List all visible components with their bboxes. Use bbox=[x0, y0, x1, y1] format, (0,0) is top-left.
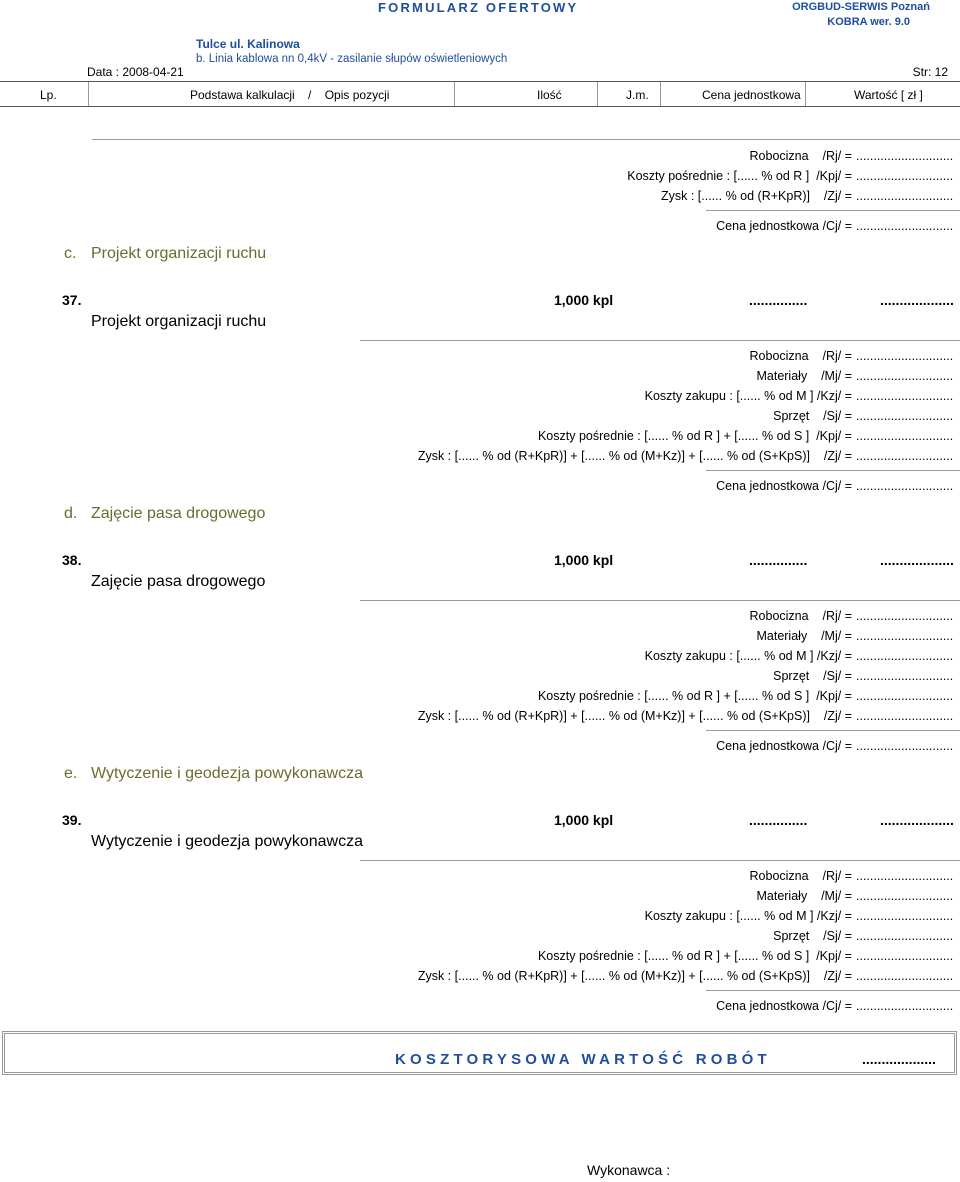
section-letter: e. bbox=[64, 765, 78, 782]
calc-rule bbox=[92, 139, 960, 140]
item-description: Wytyczenie i geodezja powykonawcza bbox=[91, 833, 363, 850]
header-bottom-rule bbox=[0, 106, 960, 107]
total-value: ................... bbox=[862, 1051, 936, 1067]
calc-rule bbox=[360, 860, 960, 861]
calc-sprzet: Sprzęt /Sj/ = ............................ bbox=[773, 409, 954, 423]
calc-robocizna: Robocizna /Rj/ = ............................ bbox=[749, 149, 954, 163]
col-header-unit-price: Cena jednostkowa bbox=[702, 88, 801, 102]
calc-cena-jednostkowa: Cena jednostkowa /Cj/ = ............................ bbox=[716, 999, 954, 1013]
header-top-rule bbox=[0, 81, 960, 82]
item-description: Zajęcie pasa drogowego bbox=[91, 573, 266, 590]
section-title: Zajęcie pasa drogowego bbox=[91, 505, 266, 522]
calc-zysk: Zysk : [...... % od (R+KpR)] + [...... % od (M+Kz)] + [...... % od (S+KpS)] /Zj/ = ............................ bbox=[417, 449, 954, 463]
item-unit-price: ............... bbox=[749, 552, 808, 568]
calc-rule bbox=[706, 210, 960, 211]
col-header-basis: Podstawa kalkulacji / Opis pozycji bbox=[190, 88, 390, 102]
calc-robocizna: Robocizna /Rj/ = ............................ bbox=[749, 349, 954, 363]
calc-sprzet: Sprzęt /Sj/ = ............................ bbox=[773, 929, 954, 943]
calc-materialy: Materiały /Mj/ = ............................ bbox=[756, 369, 954, 383]
item-number: 38. bbox=[62, 552, 82, 568]
item-qty-unit: 1,000 kpl bbox=[554, 812, 614, 828]
project-subtitle: b. Linia kablowa nn 0,4kV - zasilanie słupów oświetleniowych bbox=[196, 53, 508, 65]
calc-rule bbox=[360, 340, 960, 341]
item-number: 37. bbox=[62, 292, 82, 308]
col-header-unit: J.m. bbox=[626, 88, 649, 102]
item-value: ................... bbox=[880, 292, 954, 308]
page-number: Str: 12 bbox=[912, 65, 948, 79]
calc-koszty-posrednie: Koszty pośrednie : [...... % od R ] + [...... % od S ] /Kpj/ = ............................ bbox=[537, 949, 954, 963]
calc-rule bbox=[360, 600, 960, 601]
document-date: Data : 2008-04-21 bbox=[87, 65, 184, 79]
calc-koszty-zakupu: Koszty zakupu : [...... % od M ] /Kzj/ = ............................ bbox=[644, 909, 954, 923]
item-unit-price: ............... bbox=[749, 292, 808, 308]
contractor-label: Wykonawca : bbox=[587, 1162, 671, 1178]
calc-koszty-posrednie: Koszty pośrednie : [...... % od R ] + [...... % od S ] /Kpj/ = ............................ bbox=[537, 689, 954, 703]
col-header-qty: Ilość bbox=[537, 88, 562, 102]
calc-zysk: Zysk : [...... % od (R+KpR)] /Zj/ = ............................ bbox=[660, 189, 954, 203]
col-divider bbox=[597, 82, 598, 106]
total-label: KOSZTORYSOWA WARTOŚĆ ROBÓT bbox=[395, 1051, 771, 1068]
col-header-lp: Lp. bbox=[40, 88, 57, 102]
calc-cena-jednostkowa: Cena jednostkowa /Cj/ = ............................ bbox=[716, 739, 954, 753]
item-value: ................... bbox=[880, 552, 954, 568]
section-letter: d. bbox=[64, 505, 78, 522]
item-unit-price: ............... bbox=[749, 812, 808, 828]
calc-rule bbox=[706, 730, 960, 731]
form-title: FORMULARZ OFERTOWY bbox=[378, 0, 579, 15]
section-title: Wytyczenie i geodezja powykonawcza bbox=[91, 765, 363, 782]
item-qty-unit: 1,000 kpl bbox=[554, 552, 614, 568]
calc-zysk: Zysk : [...... % od (R+KpR)] + [...... % od (M+Kz)] + [...... % od (S+KpS)] /Zj/ = ............................ bbox=[417, 969, 954, 983]
calc-materialy: Materiały /Mj/ = ............................ bbox=[756, 629, 954, 643]
section-title: Projekt organizacji ruchu bbox=[91, 245, 267, 262]
calc-cena-jednostkowa: Cena jednostkowa /Cj/ = ............................ bbox=[716, 479, 954, 493]
calc-koszty-zakupu: Koszty zakupu : [...... % od M ] /Kzj/ = ............................ bbox=[644, 389, 954, 403]
calc-rule bbox=[706, 990, 960, 991]
item-number: 39. bbox=[62, 812, 82, 828]
calc-robocizna: Robocizna /Rj/ = ............................ bbox=[749, 609, 954, 623]
calc-rule bbox=[706, 470, 960, 471]
item-value: ................... bbox=[880, 812, 954, 828]
col-header-value: Wartość [ zł ] bbox=[854, 88, 923, 102]
calc-sprzet: Sprzęt /Sj/ = ............................ bbox=[773, 669, 954, 683]
col-divider bbox=[454, 82, 455, 106]
calc-zysk: Zysk : [...... % od (R+KpR)] + [...... % od (M+Kz)] + [...... % od (S+KpS)] /Zj/ = ............................ bbox=[417, 709, 954, 723]
calc-cena-jednostkowa: Cena jednostkowa /Cj/ = ............................ bbox=[716, 219, 954, 233]
calc-koszty-posrednie: Koszty pośrednie : [...... % od R ] + [...... % od S ] /Kpj/ = ............................ bbox=[537, 429, 954, 443]
company-name: ORGBUD-SERWIS Poznań bbox=[792, 1, 930, 13]
item-description: Projekt organizacji ruchu bbox=[91, 313, 267, 330]
software-version: KOBRA wer. 9.0 bbox=[827, 16, 910, 28]
item-qty-unit: 1,000 kpl bbox=[554, 292, 614, 308]
col-divider bbox=[88, 82, 89, 106]
section-letter: c. bbox=[64, 245, 77, 262]
calc-koszty-posrednie: Koszty pośrednie : [...... % od R ] /Kpj/ = ............................ bbox=[627, 169, 954, 183]
project-name: Tulce ul. Kalinowa bbox=[196, 37, 300, 51]
col-divider bbox=[660, 82, 661, 106]
col-divider bbox=[805, 82, 806, 106]
calc-materialy: Materiały /Mj/ = ............................ bbox=[756, 889, 954, 903]
calc-koszty-zakupu: Koszty zakupu : [...... % od M ] /Kzj/ = ............................ bbox=[644, 649, 954, 663]
calc-robocizna: Robocizna /Rj/ = ............................ bbox=[749, 869, 954, 883]
